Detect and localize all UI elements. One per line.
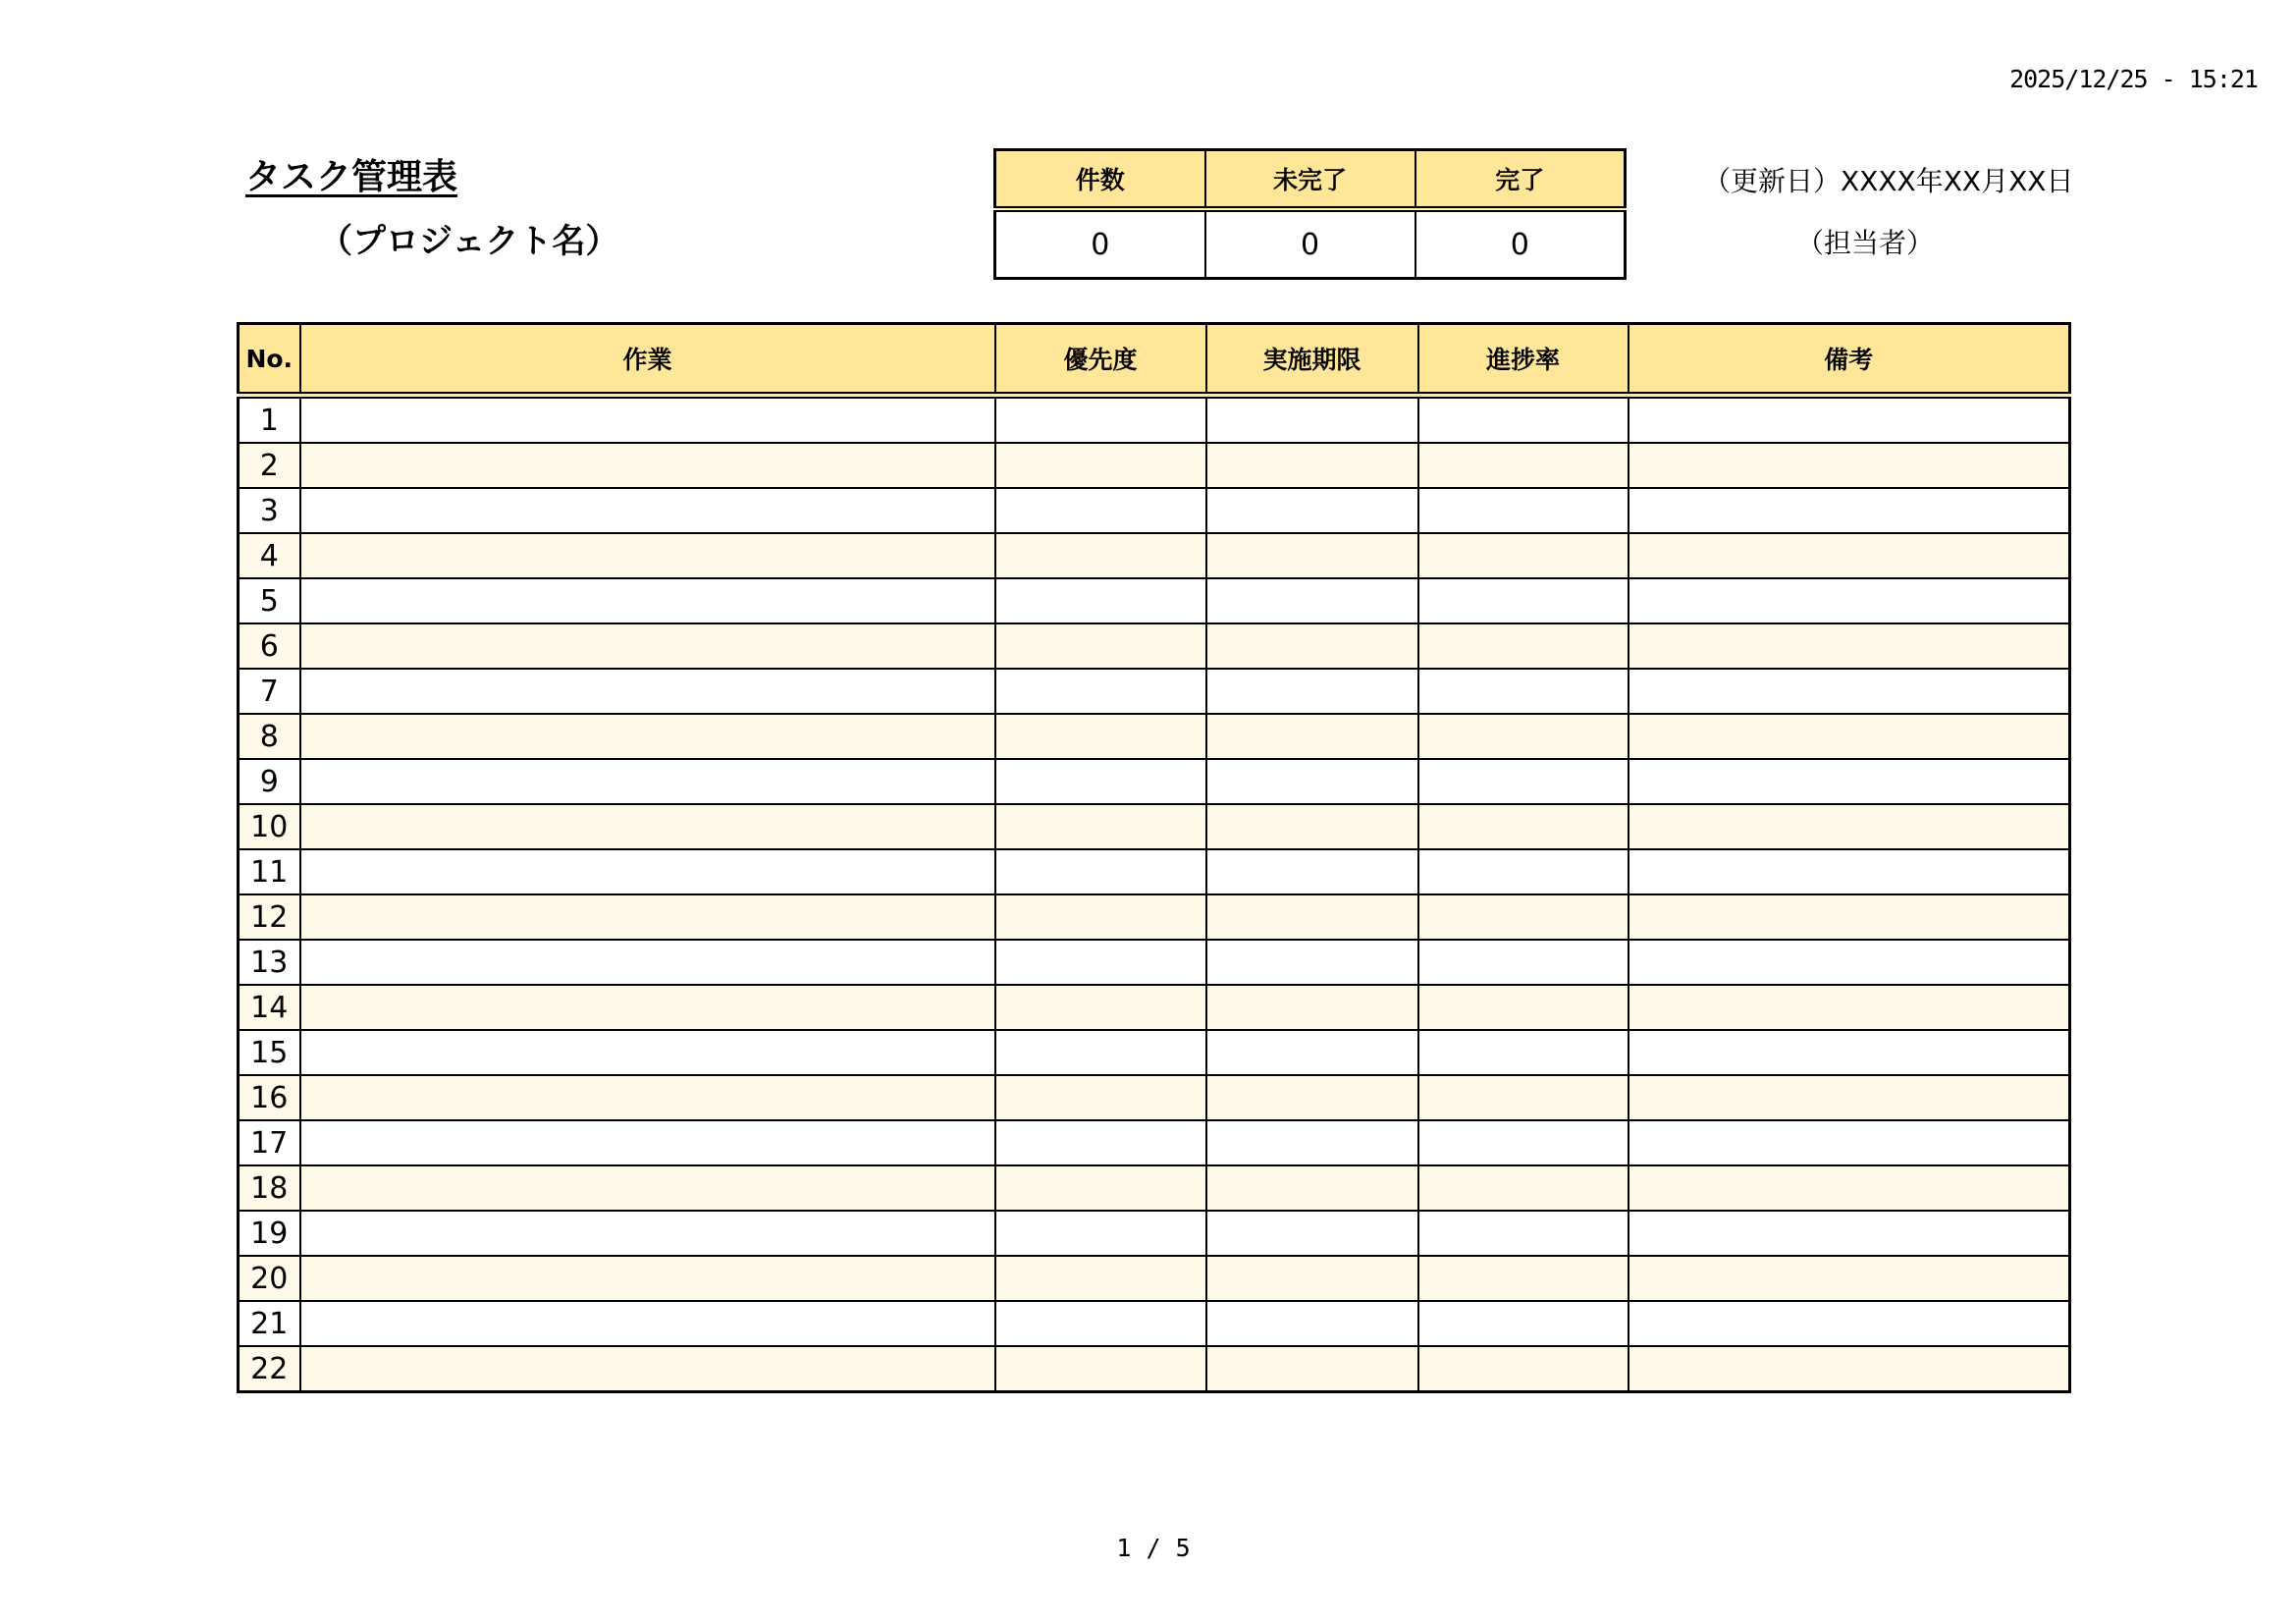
task-cell[interactable] bbox=[300, 849, 995, 894]
row-number: 22 bbox=[239, 1346, 300, 1392]
task-cell[interactable] bbox=[300, 443, 995, 488]
column-header-notes: 備考 bbox=[1629, 324, 2070, 396]
priority-cell[interactable] bbox=[995, 1120, 1206, 1165]
progress-cell[interactable] bbox=[1418, 533, 1629, 578]
progress-cell[interactable] bbox=[1418, 578, 1629, 623]
table-row bbox=[239, 623, 2070, 669]
task-cell[interactable] bbox=[300, 1075, 995, 1120]
row-number: 11 bbox=[239, 849, 300, 894]
task-rows bbox=[239, 396, 2070, 1392]
task-cell[interactable] bbox=[300, 940, 995, 985]
priority-cell[interactable] bbox=[995, 1165, 1206, 1211]
row-number: 4 bbox=[239, 533, 300, 578]
task-cell[interactable] bbox=[300, 488, 995, 533]
notes-cell[interactable] bbox=[1629, 578, 2070, 623]
progress-cell[interactable] bbox=[1418, 1075, 1629, 1120]
column-header-progress: 進捗率 bbox=[1418, 324, 1629, 396]
table-row bbox=[239, 1256, 2070, 1301]
priority-cell[interactable] bbox=[995, 623, 1206, 669]
row-number: 20 bbox=[239, 1256, 300, 1301]
deadline-cell[interactable] bbox=[1206, 940, 1418, 985]
deadline-cell[interactable] bbox=[1206, 669, 1418, 714]
task-cell[interactable] bbox=[300, 714, 995, 759]
deadline-cell[interactable] bbox=[1206, 623, 1418, 669]
updated-date: （更新日）XXXX年XX月XX日 bbox=[1703, 165, 2074, 197]
notes-cell[interactable] bbox=[1629, 1256, 2070, 1301]
row-number: 3 bbox=[239, 488, 300, 533]
progress-cell[interactable] bbox=[1418, 940, 1629, 985]
priority-cell[interactable] bbox=[995, 940, 1206, 985]
table-row bbox=[239, 714, 2070, 759]
table-row bbox=[239, 1030, 2070, 1075]
progress-cell[interactable] bbox=[1418, 396, 1629, 444]
row-number: 7 bbox=[239, 669, 300, 714]
progress-cell[interactable] bbox=[1418, 1211, 1629, 1256]
summary-header-incomplete: 未完了 bbox=[1205, 150, 1415, 210]
priority-cell[interactable] bbox=[995, 804, 1206, 849]
task-table bbox=[237, 322, 2071, 1393]
row-number: 8 bbox=[239, 714, 300, 759]
priority-cell[interactable] bbox=[995, 488, 1206, 533]
notes-cell[interactable] bbox=[1629, 1346, 2070, 1392]
person-in-charge: （担当者） bbox=[1796, 227, 1935, 259]
priority-cell[interactable] bbox=[995, 1256, 1206, 1301]
summary-incomplete-value[interactable]: 0 bbox=[1205, 209, 1415, 279]
notes-cell[interactable] bbox=[1629, 1075, 2070, 1120]
table-row bbox=[239, 1346, 2070, 1392]
notes-cell[interactable] bbox=[1629, 1211, 2070, 1256]
task-cell[interactable] bbox=[300, 669, 995, 714]
priority-cell[interactable] bbox=[995, 669, 1206, 714]
task-cell[interactable] bbox=[300, 1120, 995, 1165]
row-number: 10 bbox=[239, 804, 300, 849]
progress-cell[interactable] bbox=[1418, 1030, 1629, 1075]
progress-cell[interactable] bbox=[1418, 714, 1629, 759]
row-number: 6 bbox=[239, 623, 300, 669]
row-number: 14 bbox=[239, 985, 300, 1030]
row-number: 13 bbox=[239, 940, 300, 985]
priority-cell[interactable] bbox=[995, 396, 1206, 444]
table-row bbox=[239, 804, 2070, 849]
notes-cell[interactable] bbox=[1629, 669, 2070, 714]
priority-cell[interactable] bbox=[995, 1211, 1206, 1256]
task-cell[interactable] bbox=[300, 985, 995, 1030]
row-number: 12 bbox=[239, 894, 300, 940]
notes-cell[interactable] bbox=[1629, 1165, 2070, 1211]
progress-cell[interactable] bbox=[1418, 1120, 1629, 1165]
priority-cell[interactable] bbox=[995, 1346, 1206, 1392]
progress-cell[interactable] bbox=[1418, 1165, 1629, 1211]
deadline-cell[interactable] bbox=[1206, 804, 1418, 849]
progress-cell[interactable] bbox=[1418, 669, 1629, 714]
deadline-cell[interactable] bbox=[1206, 396, 1418, 444]
notes-cell[interactable] bbox=[1629, 533, 2070, 578]
notes-cell[interactable] bbox=[1629, 488, 2070, 533]
task-cell[interactable] bbox=[300, 804, 995, 849]
deadline-cell[interactable] bbox=[1206, 759, 1418, 804]
deadline-cell[interactable] bbox=[1206, 1120, 1418, 1165]
table-row bbox=[239, 1075, 2070, 1120]
notes-cell[interactable] bbox=[1629, 849, 2070, 894]
notes-cell[interactable] bbox=[1629, 1120, 2070, 1165]
deadline-cell[interactable] bbox=[1206, 1256, 1418, 1301]
progress-cell[interactable] bbox=[1418, 1346, 1629, 1392]
notes-cell[interactable] bbox=[1629, 396, 2070, 444]
table-row bbox=[239, 1120, 2070, 1165]
notes-cell[interactable] bbox=[1629, 759, 2070, 804]
column-header-deadline: 実施期限 bbox=[1206, 324, 1418, 396]
progress-cell[interactable] bbox=[1418, 804, 1629, 849]
notes-cell[interactable] bbox=[1629, 443, 2070, 488]
summary-header-count: 件数 bbox=[995, 150, 1205, 210]
progress-cell[interactable] bbox=[1418, 985, 1629, 1030]
priority-cell[interactable] bbox=[995, 1301, 1206, 1346]
deadline-cell[interactable] bbox=[1206, 1030, 1418, 1075]
summary-complete-value[interactable]: 0 bbox=[1415, 209, 1626, 279]
task-cell[interactable] bbox=[300, 894, 995, 940]
deadline-cell[interactable] bbox=[1206, 894, 1418, 940]
task-cell[interactable] bbox=[300, 759, 995, 804]
progress-cell[interactable] bbox=[1418, 1256, 1629, 1301]
deadline-cell[interactable] bbox=[1206, 578, 1418, 623]
deadline-cell[interactable] bbox=[1206, 1346, 1418, 1392]
priority-cell[interactable] bbox=[995, 578, 1206, 623]
table-row bbox=[239, 894, 2070, 940]
notes-cell[interactable] bbox=[1629, 1030, 2070, 1075]
progress-cell[interactable] bbox=[1418, 488, 1629, 533]
progress-cell[interactable] bbox=[1418, 894, 1629, 940]
deadline-cell[interactable] bbox=[1206, 849, 1418, 894]
notes-cell[interactable] bbox=[1629, 985, 2070, 1030]
row-number: 19 bbox=[239, 1211, 300, 1256]
deadline-cell[interactable] bbox=[1206, 488, 1418, 533]
table-row bbox=[239, 759, 2070, 804]
progress-cell[interactable] bbox=[1418, 1301, 1629, 1346]
table-row bbox=[239, 1211, 2070, 1256]
priority-cell[interactable] bbox=[995, 533, 1206, 578]
priority-cell[interactable] bbox=[995, 714, 1206, 759]
task-cell[interactable] bbox=[300, 623, 995, 669]
summary-table bbox=[993, 148, 1627, 280]
deadline-cell[interactable] bbox=[1206, 714, 1418, 759]
deadline-cell[interactable] bbox=[1206, 533, 1418, 578]
row-number: 2 bbox=[239, 443, 300, 488]
task-cell[interactable] bbox=[300, 1165, 995, 1211]
progress-cell[interactable] bbox=[1418, 759, 1629, 804]
table-row bbox=[239, 443, 2070, 488]
table-row bbox=[239, 533, 2070, 578]
table-row bbox=[239, 940, 2070, 985]
table-row bbox=[239, 1301, 2070, 1346]
deadline-cell[interactable] bbox=[1206, 1165, 1418, 1211]
row-number: 16 bbox=[239, 1075, 300, 1120]
row-number: 15 bbox=[239, 1030, 300, 1075]
notes-cell[interactable] bbox=[1629, 804, 2070, 849]
column-header-no: No. bbox=[239, 324, 300, 396]
row-number: 5 bbox=[239, 578, 300, 623]
deadline-cell[interactable] bbox=[1206, 443, 1418, 488]
notes-cell[interactable] bbox=[1629, 894, 2070, 940]
summary-count-value[interactable]: 0 bbox=[995, 209, 1205, 279]
project-name: （プロジェクト名） bbox=[319, 222, 619, 261]
task-cell[interactable] bbox=[300, 1211, 995, 1256]
page-number: 1 / 5 bbox=[1116, 1534, 1191, 1562]
progress-cell[interactable] bbox=[1418, 849, 1629, 894]
progress-cell[interactable] bbox=[1418, 623, 1629, 669]
task-cell[interactable] bbox=[300, 533, 995, 578]
row-number: 9 bbox=[239, 759, 300, 804]
task-cell[interactable] bbox=[300, 1030, 995, 1075]
deadline-cell[interactable] bbox=[1206, 985, 1418, 1030]
row-number: 21 bbox=[239, 1301, 300, 1346]
priority-cell[interactable] bbox=[995, 759, 1206, 804]
row-number: 17 bbox=[239, 1120, 300, 1165]
table-row bbox=[239, 669, 2070, 714]
summary-header-complete: 完了 bbox=[1415, 150, 1626, 210]
table-row bbox=[239, 578, 2070, 623]
deadline-cell[interactable] bbox=[1206, 1075, 1418, 1120]
notes-cell[interactable] bbox=[1629, 623, 2070, 669]
column-header-task: 作業 bbox=[300, 324, 995, 396]
progress-cell[interactable] bbox=[1418, 443, 1629, 488]
task-cell[interactable] bbox=[300, 578, 995, 623]
deadline-cell[interactable] bbox=[1206, 1211, 1418, 1256]
page-title: タスク管理表 bbox=[245, 157, 458, 197]
priority-cell[interactable] bbox=[995, 985, 1206, 1030]
row-number: 18 bbox=[239, 1165, 300, 1211]
table-row bbox=[239, 849, 2070, 894]
notes-cell[interactable] bbox=[1629, 1301, 2070, 1346]
row-number: 1 bbox=[239, 396, 300, 444]
column-header-priority: 優先度 bbox=[995, 324, 1206, 396]
task-cell[interactable] bbox=[300, 1256, 995, 1301]
priority-cell[interactable] bbox=[995, 1030, 1206, 1075]
table-row bbox=[239, 985, 2070, 1030]
priority-cell[interactable] bbox=[995, 443, 1206, 488]
table-row bbox=[239, 1165, 2070, 1211]
task-cell[interactable] bbox=[300, 396, 995, 444]
task-cell[interactable] bbox=[300, 1301, 995, 1346]
notes-cell[interactable] bbox=[1629, 714, 2070, 759]
table-row bbox=[239, 396, 2070, 444]
print-timestamp: 2025/12/25 - 15:21 bbox=[2009, 65, 2258, 93]
task-cell[interactable] bbox=[300, 1346, 995, 1392]
priority-cell[interactable] bbox=[995, 1075, 1206, 1120]
table-row bbox=[239, 488, 2070, 533]
priority-cell[interactable] bbox=[995, 894, 1206, 940]
notes-cell[interactable] bbox=[1629, 940, 2070, 985]
deadline-cell[interactable] bbox=[1206, 1301, 1418, 1346]
priority-cell[interactable] bbox=[995, 849, 1206, 894]
